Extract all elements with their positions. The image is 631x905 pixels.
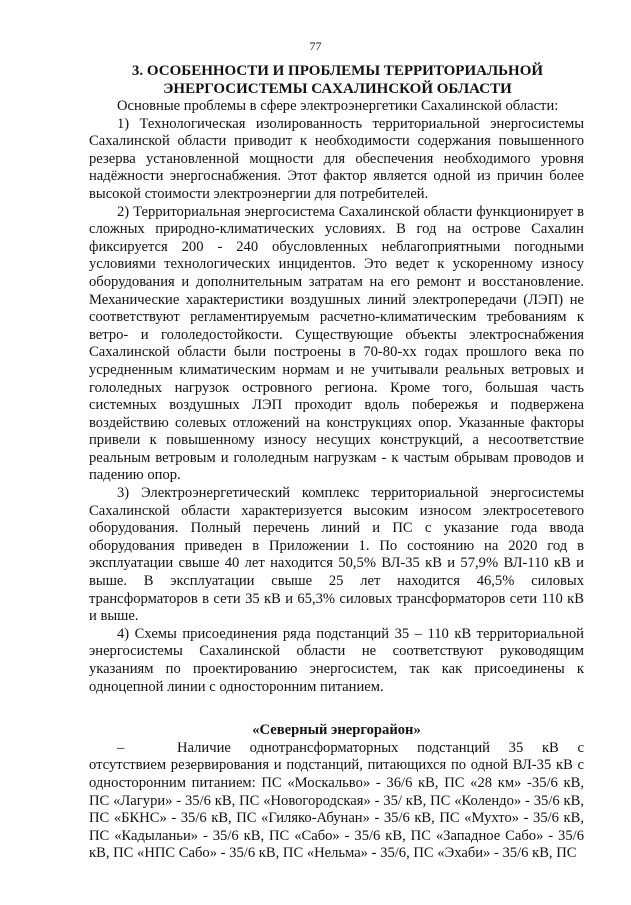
title-line-2: ЭНЕРГОСИСТЕМЫ САХАЛИНСКОЙ ОБЛАСТИ — [163, 81, 512, 97]
dash-bullet: – — [117, 739, 125, 756]
list-item-text: Наличие однотрансформаторных подстанций 35 кВ с отсутствием резервирования и подстанций, питающихся по одной ВЛ-35 кВ с односторонним питанием: ПС «Москальво» - 36/6 кВ, ПС «28 км» -35/6 кВ, ПС «Лагури» - 35/6 кВ, ПС «Новогородская» - 35/ кВ, ПС «Колендо» - 35/6 кВ, ПС «БКНС» - 35/6 кВ, ПС «Гиляко-Абунан» - 35/6 кВ, ПС «Мухто» - 35/6 кВ, ПС «Кадыланьи» - 35/6 кВ, ПС «Сабо» - 35/6 кВ, ПС «Западное Сабо» - 35/6 кВ, ПС «НПС Сабо» - 35/6 кВ, ПС «Нельма» - 35/6, ПС «Эхаби» - 35/6 кВ, ПС — [89, 739, 584, 862]
paragraph-3: 3) Электроэнергетический комплекс территориальной энергосистемы Сахалинской области характеризуется высоким износом электросетевого оборудования. Полный перечень линий и ПС с указание года ввода оборудования приведен в Приложении 1. По состоянию на 2020 год в эксплуатации свыше 40 лет находится 50,5% ВЛ-35 кВ и 57,9% ВЛ-110 кВ и выше. В эксплуатации свыше 25 лет находится 46,5% силовых трансформаторов в сети 35 кВ и 65,3% силовых трансформаторов сети 110 кВ и выше. — [89, 485, 584, 625]
title-line-1: 3. ОСОБЕННОСТИ И ПРОБЛЕМЫ ТЕРРИТОРИАЛЬНОЙ — [131, 63, 544, 79]
document-body — [89, 98, 584, 863]
section-heading: «Северный энергорайон» — [252, 722, 421, 739]
paragraph-1: 1) Технологическая изолированность территориальной энергосистемы Сахалинской области приводит к необходимости содержания повышенного резерва установленной мощности для обеспечения необходимого уровня надёжности энергоснабжения. Этот фактор является одной из причин более высокой стоимости электроэнергии для потребителей. — [89, 115, 584, 202]
paragraph-4: 4) Схемы присоединения ряда подстанций 35 – 110 кВ территориальной энергосистемы Сахалинской области не соответствуют руководящим указаниям по проектированию энергосистем, так как присоединены к одноцепной линии с односторонним питанием. — [89, 625, 584, 695]
paragraph-2: 2) Территориальная энергосистема Сахалинской области функционирует в сложных природно-климатических условиях. В год на острове Сахалин фиксируется 200 - 240 обусловленных неблагоприятными погодными условиями технологических инцидентов. Это ведет к ускоренному износу оборудования и дополнительным затратам на его ремонт и восстановление. Механические характеристики воздушных линий электропередачи (ЛЭП) не соответствуют регламентируемым расчетно-климатическим требованиям к ветро- и гололедостойкости. Существующие объекты электроснабжения Сахалинской области были построены в 70-80-хх годах прошлого века по усредненным климатическим нормам и не учитывали реальных ветровых и гололедных нагрузок островного региона. Кроме того, большая часть системных воздушных ЛЭП проходит вдоль побережья и подвержена воздействию солевых отложений на конструкциях опор. Указанные факторы привели к повышенному износу несущих конструкций, а несоответствие реальным ветровым и гололедным нагрузкам - к частым обрывам проводов и падению опор. — [89, 203, 584, 484]
intro-paragraph: Основные проблемы в сфере электроэнергетики Сахалинской области: — [117, 98, 559, 114]
page-number: 77 — [309, 39, 322, 53]
page-title — [80, 62, 595, 98]
list-item — [89, 740, 584, 863]
